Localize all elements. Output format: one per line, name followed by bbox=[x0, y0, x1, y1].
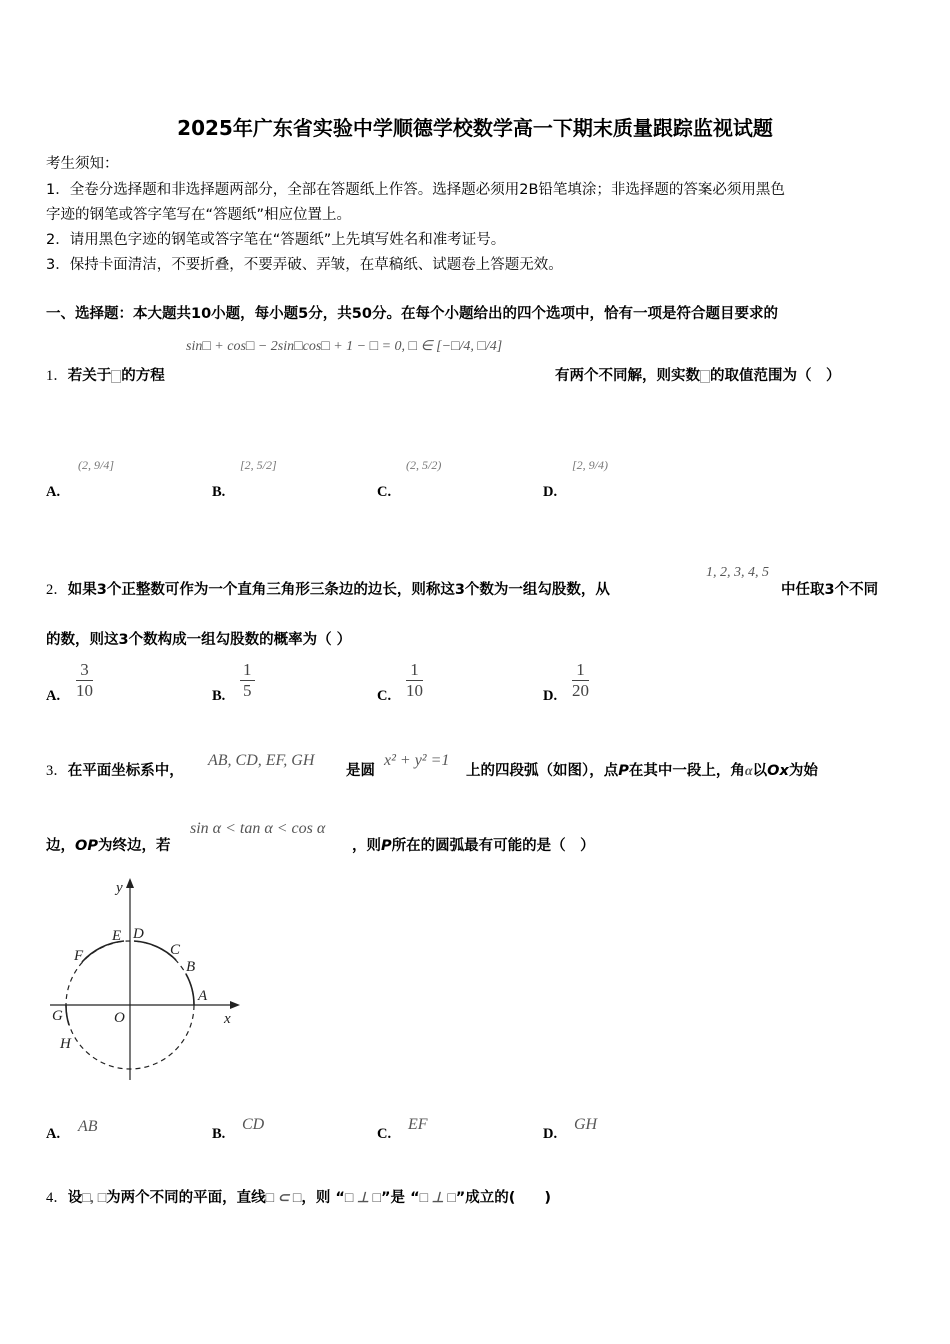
q4-text-c: ，则 “ bbox=[301, 1190, 345, 1206]
q4-subset: □ ⊂ □ bbox=[265, 1191, 302, 1206]
q3-line2-c: ，则 bbox=[352, 838, 381, 854]
numerator: 1 bbox=[572, 660, 589, 681]
q4-cond1: □ ⊥ □ bbox=[344, 1191, 382, 1206]
q3-p: P bbox=[381, 838, 392, 854]
q4-stem bbox=[46, 1186, 551, 1207]
q3-line2-right bbox=[352, 834, 595, 855]
q2-option-d-fraction bbox=[572, 660, 589, 701]
q3-option-b-value: CD bbox=[242, 1116, 265, 1133]
label-o: O bbox=[114, 1010, 125, 1026]
y-axis-arrow-icon bbox=[126, 878, 134, 888]
q2-option-a[interactable]: A. bbox=[46, 688, 61, 704]
label-e: E bbox=[112, 928, 122, 944]
q3-line2-a: 边， bbox=[46, 838, 75, 854]
label-b: B bbox=[186, 959, 196, 975]
notice-item-1: 1．全卷分选择题和非选择题两部分，全部在答题纸上作答。选择题必须用2B铅笔填涂；非选择题的答案必须用黑色 bbox=[46, 182, 785, 198]
arc-ef bbox=[82, 941, 124, 962]
q4-text-d: ”是 “ bbox=[381, 1190, 420, 1206]
q3-option-b[interactable]: B. bbox=[212, 1126, 226, 1142]
q3-line2 bbox=[46, 834, 170, 855]
q3-line2-d: 所在的圆弧最有可能的是（ ） bbox=[391, 838, 595, 854]
section-heading: 一、选择题：本大题共10小题，每小题5分，共50分。在每个小题给出的四个选项中，恰有一项是符合题目要求的 bbox=[46, 306, 778, 322]
q4-text-b: 为两个不同的平面，直线 bbox=[106, 1190, 266, 1206]
q2-option-c[interactable]: C. bbox=[377, 688, 392, 704]
q1-stem bbox=[46, 364, 165, 385]
label-x: x bbox=[224, 1011, 231, 1027]
numerator: 1 bbox=[406, 660, 423, 681]
q1-text-c: 有两个不同解，则实数 bbox=[555, 368, 700, 384]
arc-gh bbox=[66, 1005, 69, 1025]
q2-option-b[interactable]: B. bbox=[212, 688, 226, 704]
q1-text-a: 若关于 bbox=[67, 368, 112, 384]
denominator: 5 bbox=[243, 681, 252, 700]
q2-set: 1, 2, 3, 4, 5 bbox=[706, 565, 769, 580]
q1-number: 1． bbox=[46, 368, 68, 384]
page-title: 2025年广东省实验中学顺德学校数学高一下期末质量跟踪监视试题 bbox=[177, 116, 773, 140]
q1-stem-right bbox=[555, 364, 841, 385]
notice-item-3: 3．保持卡面清洁，不要折叠，不要弄破、弄皱，在草稿纸、试题卷上答题无效。 bbox=[46, 257, 563, 273]
q2-line2: 的数，则这3个数构成一组勾股数的概率为（ ） bbox=[46, 632, 352, 648]
q1-text-b: 的方程 bbox=[121, 368, 165, 384]
q2-option-d[interactable]: D. bbox=[543, 688, 558, 704]
q2-text-a: 如果3个正整数可作为一个直角三角形三条边的边长，则称这3个数为一组勾股数，从 bbox=[67, 582, 610, 598]
q3-option-a[interactable]: A. bbox=[46, 1126, 61, 1142]
q3-alpha: α bbox=[744, 764, 753, 779]
q1-option-b[interactable]: B. bbox=[212, 484, 226, 500]
q2-text-b: 中任取3个不同 bbox=[781, 582, 879, 598]
q3-circle-eq: x² + y² =1 bbox=[384, 752, 450, 769]
label-c: C bbox=[170, 942, 181, 958]
label-h: H bbox=[60, 1036, 71, 1052]
notice-item-2: 2．请用黑色字迹的钢笔或答字笔在“答题纸”上先填写姓名和准考证号。 bbox=[46, 232, 506, 248]
q3-op: OP bbox=[75, 838, 98, 854]
label-d: D bbox=[133, 926, 144, 942]
q3-p: P bbox=[618, 763, 629, 779]
q3-text-b: 是圆 bbox=[346, 763, 375, 779]
q1-equation: sin□ + cos□ − 2sin□cos□ + 1 − □ = 0, □ ∈ [−□/4, □/4] bbox=[186, 339, 503, 354]
q4-text-a: 设 bbox=[67, 1190, 83, 1206]
label-f: F bbox=[74, 948, 84, 964]
q3-inequality: sin α < tan α < cos α bbox=[190, 820, 326, 837]
q3-text-a: 在平面坐标系中， bbox=[67, 763, 184, 779]
q3-text-c: 上的四段弧（如图），点 bbox=[466, 763, 619, 779]
q3-text-d: 在其中一段上，角 bbox=[628, 763, 745, 779]
q3-figure bbox=[40, 870, 250, 1085]
q3-stem bbox=[46, 759, 184, 780]
placeholder-box bbox=[700, 370, 710, 383]
q2-option-c-fraction bbox=[406, 660, 423, 701]
q3-option-a-value: AB bbox=[78, 1118, 98, 1135]
q1-option-c[interactable]: C. bbox=[377, 484, 392, 500]
label-a: A bbox=[198, 988, 208, 1004]
q3-stem-right bbox=[466, 759, 818, 780]
x-axis-arrow-icon bbox=[230, 1001, 240, 1009]
q4-number: 4． bbox=[46, 1190, 68, 1206]
q4-planes: □, □ bbox=[82, 1191, 107, 1206]
label-g: G bbox=[52, 1008, 63, 1024]
q2-option-a-fraction bbox=[76, 660, 93, 701]
q3-text-f: 为始 bbox=[788, 763, 818, 779]
q1-option-c-value: (2, 5/2) bbox=[406, 458, 442, 472]
arc-ab bbox=[186, 974, 194, 1005]
label-y: y bbox=[116, 880, 123, 896]
q3-option-c-value: EF bbox=[408, 1116, 428, 1133]
q2-option-b-fraction bbox=[240, 660, 255, 701]
q3-ox: Ox bbox=[767, 763, 789, 779]
q1-option-d-value: [2, 9/4) bbox=[572, 458, 608, 472]
numerator: 1 bbox=[240, 660, 255, 681]
denominator: 10 bbox=[406, 681, 423, 700]
q3-arcs: AB, CD, EF, GH bbox=[208, 752, 315, 769]
notice-item-1-cont: 字迹的钢笔或答字笔写在“答题纸”相应位置上。 bbox=[46, 207, 352, 223]
q1-option-b-value: [2, 5/2] bbox=[240, 458, 277, 472]
notice-heading: 考生须知： bbox=[46, 156, 119, 172]
q3-number: 3． bbox=[46, 763, 68, 779]
numerator: 3 bbox=[76, 660, 93, 681]
denominator: 20 bbox=[572, 681, 589, 700]
q1-text-d: 的取值范围为（ ） bbox=[710, 368, 841, 384]
q1-option-d[interactable]: D. bbox=[543, 484, 558, 500]
q4-text-e: ”成立的( ) bbox=[455, 1190, 552, 1206]
q3-option-c[interactable]: C. bbox=[377, 1126, 392, 1142]
q3-text-e: 以 bbox=[752, 763, 768, 779]
q3-option-d-value: GH bbox=[574, 1116, 598, 1133]
q3-line2-b: 为终边，若 bbox=[97, 838, 171, 854]
q1-option-a-value: (2, 9/4] bbox=[78, 458, 114, 472]
q2-stem bbox=[46, 578, 610, 599]
q3-option-d[interactable]: D. bbox=[543, 1126, 558, 1142]
q1-option-a[interactable]: A. bbox=[46, 484, 61, 500]
denominator: 10 bbox=[76, 681, 93, 700]
q4-cond2: □ ⊥ □ bbox=[419, 1191, 456, 1206]
placeholder-box bbox=[111, 370, 121, 383]
q2-number: 2． bbox=[46, 582, 68, 598]
